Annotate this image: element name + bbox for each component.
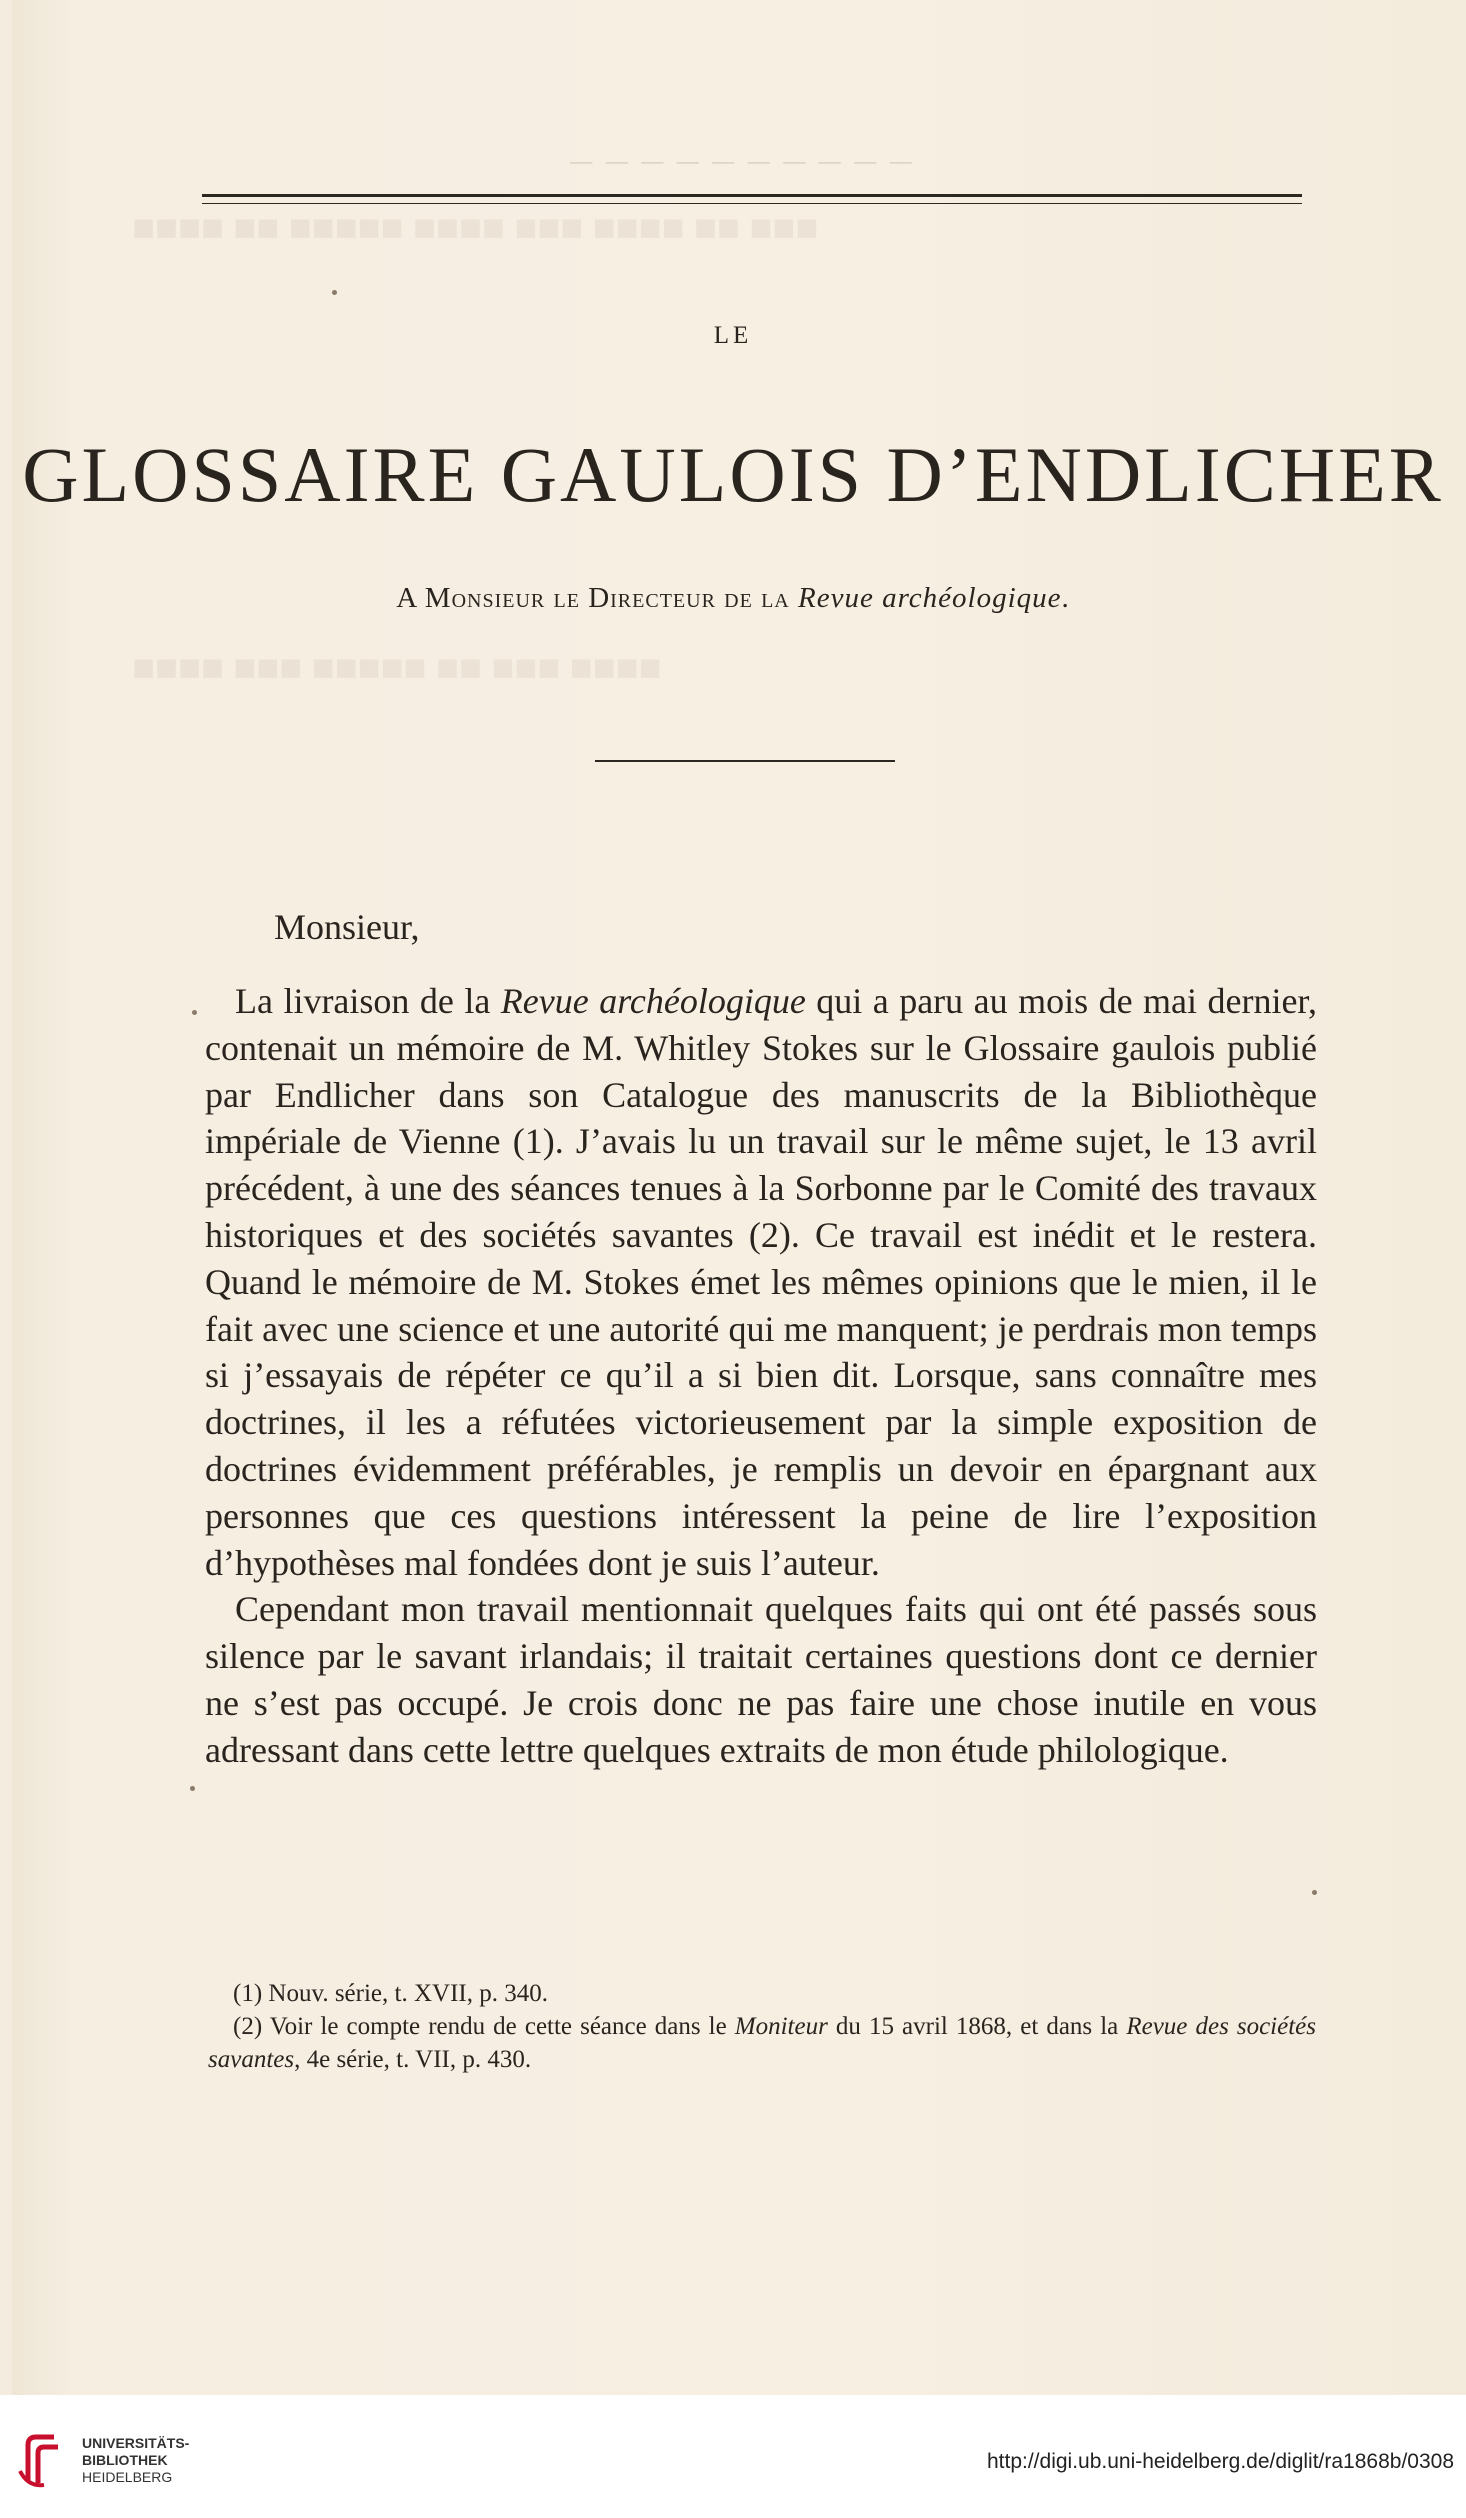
institution-line-1: UNIVERSITÄTS- xyxy=(82,2435,190,2451)
show-through-running-head: — — — — — — — — — — xyxy=(566,148,912,173)
footnote-2-revue: Revue des sociétés savantes xyxy=(208,2013,1316,2073)
paragraph-1-rest: qui a paru au mois de mai dernier, contenait un mémoire de M. Whitley Stokes sur le Glossaire gaulois publié par Endlicher dans son Catalogue des manuscrits de la Bibliothèque impériale de Vienne (1). J’avais lu un travail sur le même sujet, le 13 avril précédent, à une des séances tenues à la Sorbonne par le Comité des travaux historiques et des sociétés savantes (2). Ce travail est inédit et le restera. Quand le mémoire de M. Stokes émet les mêmes opinions que le mien, il le fait avec une science et une autorité qui me manquent; je perdrais mon temps si j’essayais de répéter ce qu’il a si bien dit. Lorsque, sans connaître mes doctrines, il les a réfutées victorieusement par la simple exposition de doctrines évidemment préférables, je remplis un devoir en épargnant aux personnes que ces questions intéressent la peine de lire l’exposition d’hypothèses mal fondées dont je suis l’auteur. xyxy=(205,981,1317,1583)
ink-speck xyxy=(190,1786,195,1791)
footnotes xyxy=(208,1977,1316,2076)
header-double-rule xyxy=(202,194,1302,204)
ub-heidelberg-logo-icon xyxy=(14,2431,66,2489)
institution-line-2: BIBLIOTHEK xyxy=(82,2452,168,2468)
footnote-2-start: (2) Voir le compte rendu de cette séance dans le xyxy=(233,2013,735,2040)
paragraph-1-start: La livraison de la xyxy=(235,981,501,1021)
letter-body xyxy=(205,978,1317,1774)
footnote-1: (1) Nouv. série, t. XVII, p. 340. xyxy=(233,1980,548,2007)
institution-name xyxy=(82,2435,189,2486)
ink-speck xyxy=(332,290,337,295)
footnote-2 xyxy=(208,2010,1316,2076)
dedication-line xyxy=(0,582,1466,615)
show-through-texture: ■■■ ■■ ■■■■ ■■■ ■■■■ ■■■■■ ■■ ■■■■ xyxy=(132,207,819,249)
title-article: LE xyxy=(713,322,753,349)
ink-speck xyxy=(192,1010,197,1015)
section-rule xyxy=(595,760,895,762)
footnote-2-moniteur: Moniteur xyxy=(734,2013,828,2040)
salutation: Monsieur, xyxy=(274,907,420,947)
ink-speck xyxy=(1312,1890,1317,1895)
footnote-2-middle: du 15 avril 1868, et dans la xyxy=(827,2013,1127,2040)
paragraph-1 xyxy=(205,978,1317,1586)
institution-line-3: HEIDELBERG xyxy=(82,2469,173,2485)
paragraph-2: Cependant mon travail mentionnait quelques faits qui ont été passés sous silence par le savant irlandais; il traitait certaines questions dont ce dernier ne s’est pas occupé. Je crois donc ne pas faire une chose inutile en vous adressant dans cette lettre quelques extraits de mon étude philologique. xyxy=(205,1589,1317,1770)
dedication-journal: Revue archéologique xyxy=(798,582,1062,614)
permalink-url[interactable]: http://digi.ub.uni-heidelberg.de/diglit/ra1868b/0308 xyxy=(986,2450,1454,2473)
dedication-prefix: A Monsieur le Directeur de la xyxy=(396,582,798,614)
show-through-texture: ■■■■ ■■■ ■■ ■■■■■ ■■■ ■■■■ xyxy=(132,647,662,689)
paragraph-1-journal: Revue archéologique xyxy=(500,981,806,1021)
dedication-suffix: . xyxy=(1061,582,1070,614)
page-title: GLOSSAIRE GAULOIS D’ENDLICHER xyxy=(22,431,1444,518)
library-footer xyxy=(0,2395,1466,2518)
footnote-2-end: , 4e série, t. VII, p. 430. xyxy=(294,2046,532,2073)
